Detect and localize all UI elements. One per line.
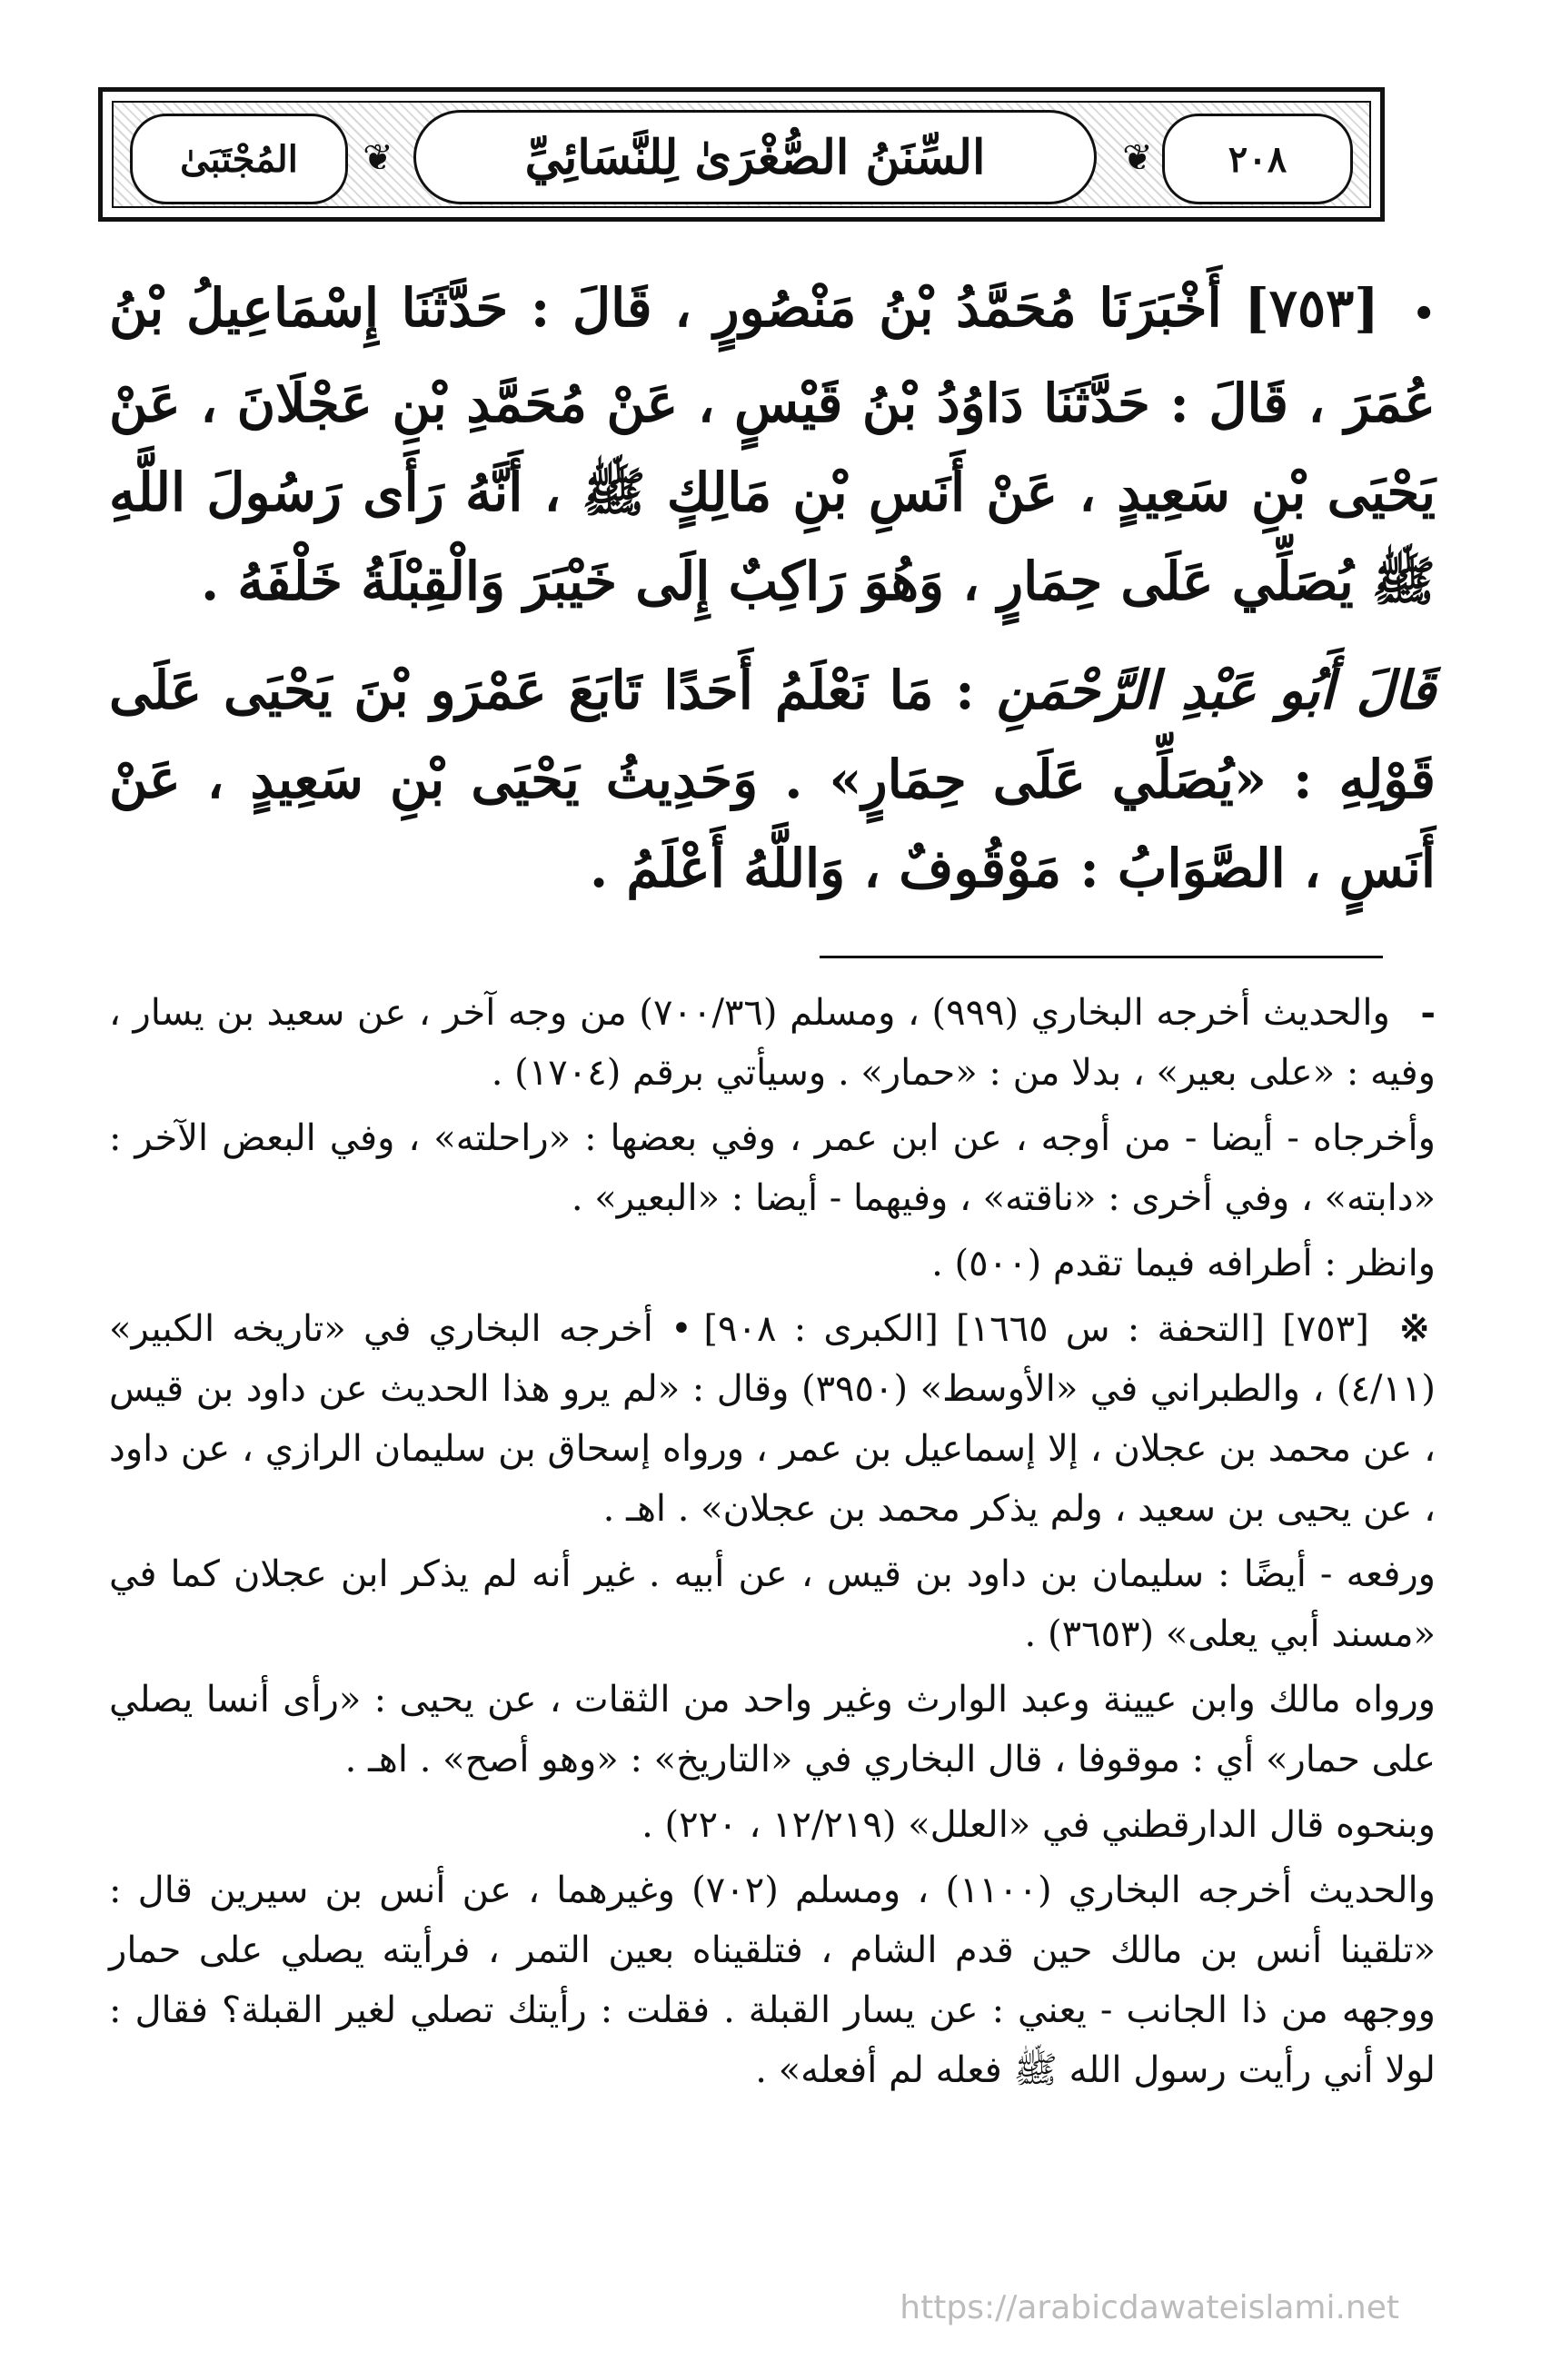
footnote-text: وبنحوه قال الدارقطني في «العلل» (١٢/٢١٩ ، ٢٢٠) . [641,1804,1436,1846]
author-comment-text: : مَا نَعْلَمُ أَحَدًا تَابَعَ عَمْرَو بْنَ يَحْيَى عَلَى قَوْلِهِ : «يُصَلِّي عَلَى حِمَارٍ» . وَحَدِيثُ يَحْيَى بْنِ سَعِيدٍ ، عَنْ أَنَسٍ ، الصَّوَابُ : مَوْقُوفٌ ، وَاللَّهُ أَعْلَمُ . [109,659,1436,899]
footnote-divider [820,956,1383,958]
footnote-dash-mark: - [1420,991,1437,1034]
footnote-line [109,1860,1436,2100]
book-title: السِّنَنُ الصُّغْرَىٰ لِلنَّسَائِيِّ [524,129,986,185]
author-comment-paragraph [109,646,1436,913]
footnote-line [109,1795,1436,1855]
bullet-icon: • [1412,293,1436,335]
page-number-badge [1162,114,1353,204]
footnote-text: ورفعه - أيضًا : سليمان بن داود بن قيس ، عن أبيه . غير أنه لم يذكر ابن عجلان كما في «مسند أبي يعلى» (٣٦٥٣) . [109,1553,1436,1655]
ornament-right-icon: ❦ [1122,137,1153,179]
volume-badge-text: المُجْتَبَىٰ [180,137,298,181]
footnote-text: وانظر : أطرافه فيما تقدم (٥٠٠) . [931,1243,1436,1284]
hadith-text: أَخْبَرَنَا مُحَمَّدُ بْنُ مَنْصُورٍ ، قَالَ : حَدَّثَنَا إِسْمَاعِيلُ بْنُ عُمَرَ ، قَالَ : حَدَّثَنَا دَاوُدُ بْنُ قَيْسٍ ، عَنْ مُحَمَّدِ بْنِ عَجْلَانَ ، عَنْ يَحْيَى بْنِ سَعِيدٍ ، عَنْ أَنَسِ بْنِ مَالِكٍ ﷺ ، أَنَّهُ رَأَى رَسُولَ اللَّهِ ﷺ يُصَلِّي عَلَى حِمَارٍ ، وَهُوَ رَاكِبٌ إِلَى خَيْبَرَ وَالْقِبْلَةُ خَلْفَهُ . [109,277,1436,612]
header-ornamental-frame [112,101,1371,208]
footnote-line [109,1108,1436,1228]
footnote-text: والحديث أخرجه البخاري (١١٠٠) ، ومسلم (٧٠٢) وغيرهما ، عن أنس بن سيرين قال : «تلقينا أنس بن مالك حين قدم الشام ، فتلقيناه بعين التمر ، فرأيته يصلي على حمار ووجهه من ذا الجانب - يعني : عن يسار القبلة . فقلت : رأيتك تصلي لغير القبلة؟ فقال : لولا أني رأيت رسول الله ﷺ فعله لم أفعله» . [109,1869,1436,2091]
watermark-url: https://arabicdawateislami.net [900,2289,1399,2326]
page-number: ٢٠٨ [1228,137,1288,181]
main-text [109,263,1436,913]
author-comment-lead: قَالَ أَبُو عَبْدِ الرَّحْمَنِ [996,659,1436,721]
footnotes [109,983,1436,2106]
volume-badge [130,114,348,204]
footnote-text: والحديث أخرجه البخاري (٩٩٩) ، ومسلم (٧٠٠/٣٦) من وجه آخر ، عن سعيد بن يسار ، وفيه : «على بعير» ، بدلا من : «حمار» . وسيأتي برقم (١٧٠٤) . [109,992,1436,1094]
book-title-box [413,110,1097,204]
footnote-line [109,1544,1436,1664]
footnote-line [109,983,1436,1103]
hadith-number: [٧٥٣] [1244,277,1379,339]
footnote-text: [٧٥٣] [التحفة : س ١٦٦٥] [الكبرى : ٩٠٨] • أخرجه البخاري في «تاريخه الكبير» (٤/١١) ، والطبراني في «الأوسط» (٣٩٥٠) وقال : «لم يرو هذا الحديث عن داود بن قيس ، عن محمد بن عجلان ، إلا إسماعيل بن عمر ، ورواه إسحاق بن سليمان الرازي ، عن داود ، عن يحيى بن سعيد ، ولم يذكر محمد بن عجلان» . اهـ . [109,1308,1437,1530]
footnote-line [109,1234,1436,1294]
footnote-text: وأخرجاه - أيضا - من أوجه ، عن ابن عمر ، وفي بعضها : «راحلته» ، وفي البعض الآخر : «دابته» ، وفي أخرى : «ناقته» ، وفيهما - أيضا : «البعير» . [109,1117,1436,1219]
footnote-star-mark: ※ [1399,1307,1437,1350]
footnote-line [109,1299,1436,1539]
footnote-text: ورواه مالك وابن عيينة وعبد الوارث وغير واحد من الثقات ، عن يحيى : «رأى أنسا يصلي على حمار» أي : موقوفا ، قال البخاري في «التاريخ» : «وهو أصح» . اهـ . [109,1679,1436,1780]
ornament-left-icon: ❦ [363,137,393,179]
hadith-paragraph [109,263,1436,626]
page-header [98,87,1385,222]
footnote-line [109,1670,1436,1790]
